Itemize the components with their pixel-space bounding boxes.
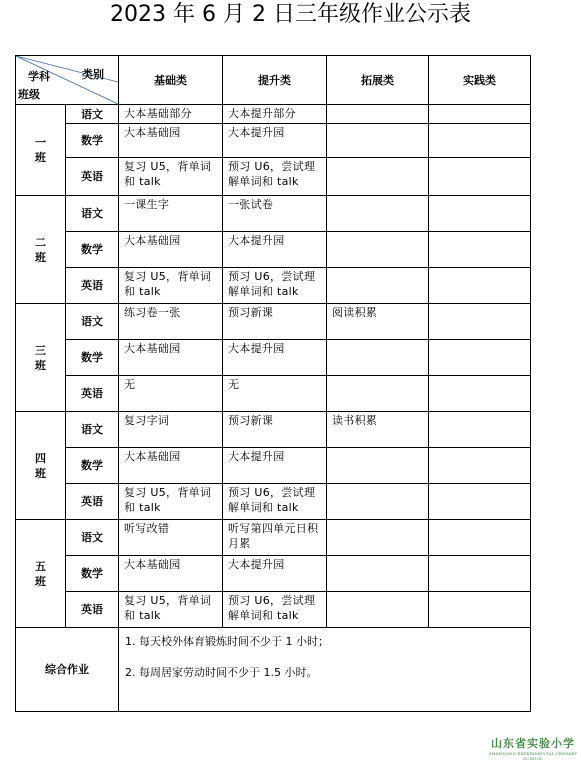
table-row <box>16 232 531 268</box>
basic-cell: 大本基础园 <box>119 124 223 158</box>
logo-subtext: SHANDONG EXPERIMENTAL PRIMARY SCHOOL <box>488 751 578 761</box>
basic-cell: 无 <box>119 376 223 412</box>
corner-cell <box>16 56 119 105</box>
subject-cell: 数学 <box>66 340 119 376</box>
header-row <box>16 56 531 105</box>
practice-cell <box>429 520 531 556</box>
practice-cell <box>429 376 531 412</box>
table-row <box>16 448 531 484</box>
comprehensive-notes <box>119 628 531 712</box>
practice-cell <box>429 592 531 628</box>
practice-cell <box>429 340 531 376</box>
subject-cell: 英语 <box>66 158 119 196</box>
class-name-cell: 三 班 <box>16 304 66 412</box>
table-row <box>16 158 531 196</box>
practice-cell <box>429 124 531 158</box>
subject-cell: 数学 <box>66 556 119 592</box>
corner-category-label: 类别 <box>82 68 104 81</box>
advanced-cell: 预习 U6，尝试理解单词和 talk <box>223 592 327 628</box>
advanced-cell: 预习 U6，尝试理解单词和 talk <box>223 158 327 196</box>
extended-cell <box>327 340 429 376</box>
table-row <box>16 340 531 376</box>
subject-cell: 英语 <box>66 484 119 520</box>
school-logo <box>488 735 578 761</box>
basic-cell: 一课生字 <box>119 196 223 232</box>
subject-cell: 语文 <box>66 105 119 124</box>
practice-cell <box>429 304 531 340</box>
subject-cell: 语文 <box>66 520 119 556</box>
basic-cell: 听写改错 <box>119 520 223 556</box>
page-title: 2023 年 6 月 2 日三年级作业公示表 <box>110 2 471 27</box>
extended-cell <box>327 196 429 232</box>
subject-cell: 英语 <box>66 376 119 412</box>
subject-cell: 语文 <box>66 304 119 340</box>
subject-cell: 英语 <box>66 268 119 304</box>
advanced-cell: 大本提升部分 <box>223 105 327 124</box>
subject-cell: 英语 <box>66 592 119 628</box>
basic-cell: 大本基础园 <box>119 232 223 268</box>
header-advanced: 提升类 <box>223 56 327 105</box>
basic-cell: 复习 U5，背单词和 talk <box>119 484 223 520</box>
practice-cell <box>429 556 531 592</box>
table-row <box>16 304 531 340</box>
class-name-cell: 一 班 <box>16 105 66 196</box>
extended-cell <box>327 448 429 484</box>
basic-cell: 复习字词 <box>119 412 223 448</box>
subject-cell: 语文 <box>66 412 119 448</box>
extended-cell: 读书积累 <box>327 412 429 448</box>
practice-cell <box>429 268 531 304</box>
comprehensive-label: 综合作业 <box>16 628 119 712</box>
advanced-cell: 预习新课 <box>223 412 327 448</box>
header-basic: 基础类 <box>119 56 223 105</box>
extended-cell <box>327 105 429 124</box>
table-row <box>16 592 531 628</box>
advanced-cell: 大本提升园 <box>223 124 327 158</box>
class-name-cell: 五 班 <box>16 520 66 628</box>
table-row <box>16 124 531 158</box>
extended-cell <box>327 124 429 158</box>
corner-subject-label: 学科 <box>28 70 50 83</box>
subject-cell: 数学 <box>66 124 119 158</box>
basic-cell: 复习 U5，背单词和 talk <box>119 592 223 628</box>
advanced-cell: 大本提升园 <box>223 448 327 484</box>
table-row <box>16 556 531 592</box>
basic-cell: 大本基础部分 <box>119 105 223 124</box>
advanced-cell: 大本提升园 <box>223 232 327 268</box>
comprehensive-row <box>16 628 531 712</box>
practice-cell <box>429 484 531 520</box>
subject-cell: 数学 <box>66 232 119 268</box>
table-row <box>16 484 531 520</box>
extended-cell <box>327 520 429 556</box>
basic-cell: 大本基础园 <box>119 448 223 484</box>
advanced-cell: 听写第四单元日积月累 <box>223 520 327 556</box>
practice-cell <box>429 158 531 196</box>
practice-cell <box>429 232 531 268</box>
table-row <box>16 376 531 412</box>
table-row <box>16 196 531 232</box>
advanced-cell: 大本提升园 <box>223 556 327 592</box>
practice-cell <box>429 196 531 232</box>
practice-cell <box>429 105 531 124</box>
advanced-cell: 一张试卷 <box>223 196 327 232</box>
advanced-cell: 大本提升园 <box>223 340 327 376</box>
basic-cell: 复习 U5，背单词和 talk <box>119 268 223 304</box>
advanced-cell: 预习新课 <box>223 304 327 340</box>
extended-cell: 阅读积累 <box>327 304 429 340</box>
basic-cell: 练习卷一张 <box>119 304 223 340</box>
note-item: 1. 每天校外体育锻炼时间不少于 1 小时； <box>125 635 329 648</box>
basic-cell: 复习 U5，背单词和 talk <box>119 158 223 196</box>
practice-cell <box>429 412 531 448</box>
extended-cell <box>327 592 429 628</box>
class-name-cell: 二 班 <box>16 196 66 304</box>
corner-class-label: 班级 <box>18 88 40 101</box>
note-item: 2. 每周居家劳动时间不少于 1.5 小时。 <box>125 666 318 679</box>
table-row <box>16 105 531 124</box>
header-practice: 实践类 <box>429 56 531 105</box>
extended-cell <box>327 158 429 196</box>
subject-cell: 语文 <box>66 196 119 232</box>
extended-cell <box>327 376 429 412</box>
advanced-cell: 预习 U6，尝试理解单词和 talk <box>223 268 327 304</box>
advanced-cell: 无 <box>223 376 327 412</box>
basic-cell: 大本基础园 <box>119 556 223 592</box>
table-row <box>16 268 531 304</box>
extended-cell <box>327 268 429 304</box>
extended-cell <box>327 484 429 520</box>
subject-cell: 数学 <box>66 448 119 484</box>
table-row <box>16 520 531 556</box>
table-row <box>16 412 531 448</box>
homework-table <box>15 55 531 712</box>
basic-cell: 大本基础园 <box>119 340 223 376</box>
class-name-cell: 四 班 <box>16 412 66 520</box>
header-extended: 拓展类 <box>327 56 429 105</box>
logo-text: 山东省实验小学 <box>491 737 575 750</box>
practice-cell <box>429 448 531 484</box>
extended-cell <box>327 232 429 268</box>
advanced-cell: 预习 U6，尝试理解单词和 talk <box>223 484 327 520</box>
extended-cell <box>327 556 429 592</box>
